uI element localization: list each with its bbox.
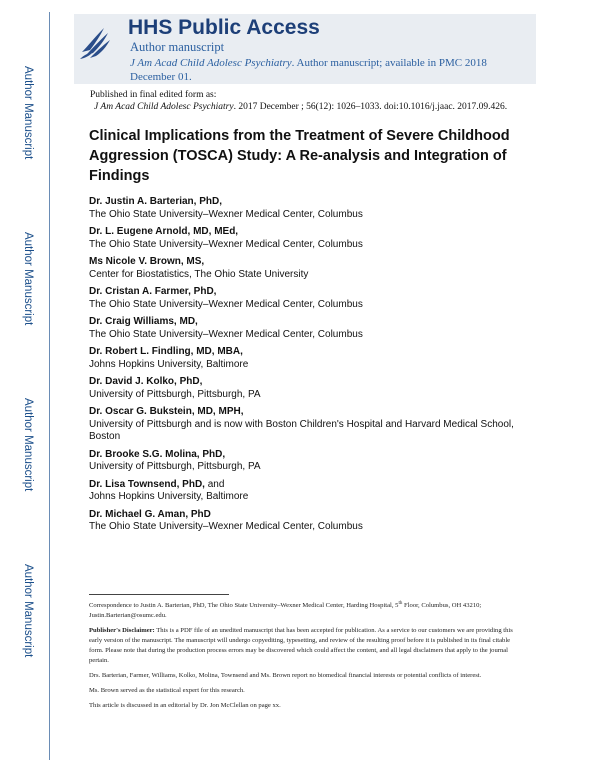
- article-title: Clinical Implications from the Treatment of Severe Childhood Aggression (TOSCA) Study: A Re-analysis and Integration of Findings: [89, 128, 510, 184]
- editorial-note: This article is discussed in an editorial by Dr. Jon McClellan on page xx.: [89, 702, 281, 710]
- journal-name: J Am Acad Child Adolesc Psychiatry: [130, 57, 292, 69]
- hhs-eagle-logo-icon: [78, 22, 114, 62]
- author-entry: [89, 316, 529, 341]
- author-affiliation: University of Pittsburgh and is now with Boston Children's Hospital and Harvard Medical School, Boston: [89, 418, 514, 442]
- author-affiliation: The Ohio State University–Wexner Medical Center, Columbus: [89, 238, 363, 250]
- author-affiliation: The Ohio State University–Wexner Medical Center, Columbus: [89, 298, 363, 310]
- author-name-line: [89, 479, 529, 492]
- correspondence-text-b: Floor, Columbus, OH 43210; Justin.Barterian@osumc.edu.: [89, 602, 482, 620]
- margin-label-4: Author Manuscript: [22, 564, 34, 658]
- publisher-disclaimer: [89, 626, 517, 666]
- disclaimer-label: Publisher's Disclaimer:: [89, 627, 155, 635]
- author-name: Dr. Robert L. Findling, MD, MBA,: [89, 346, 243, 357]
- author-affiliation: Center for Biostatistics, The Ohio State University: [89, 268, 309, 280]
- author-affiliation: The Ohio State University–Wexner Medical Center, Columbus: [89, 521, 363, 532]
- statistical-note: Ms. Brown served as the statistical expert for this research.: [89, 687, 245, 695]
- author-entry: [89, 376, 529, 401]
- author-name: Dr. Justin A. Barterian, PhD,: [89, 196, 222, 207]
- author-affiliation: The Ohio State University–Wexner Medical Center, Columbus: [89, 208, 363, 220]
- author-name-suffix: and: [204, 478, 225, 490]
- conflicts-note: Drs. Barterian, Farmer, Williams, Kolko, Molina, Townsend and Ms. Brown report no biomedical financial interests or potential conflicts of interest.: [89, 672, 482, 680]
- citation: [94, 101, 514, 113]
- author-affiliation: Johns Hopkins University, Baltimore: [89, 491, 249, 502]
- author-entry: [89, 286, 529, 311]
- author-name: Dr. Brooke S.G. Molina, PhD,: [89, 448, 226, 460]
- disclaimer-text: This is a PDF file of an unedited manuscript that has been accepted for publication. As a service to our customers we are providing this early version of the manuscript. The manuscript will undergo copyediting, typesetting, and review of the resulting proof before it is published in its final citable form. Please note that during the production process errors may be discovered which could affect the content, and all legal disclaimers that apply to the journal pertain.: [89, 627, 513, 665]
- correspondence-sup: th: [398, 601, 403, 606]
- author-name: Dr. L. Eugene Arnold, MD, MEd,: [89, 226, 239, 237]
- author-name: Dr. Lisa Townsend, PhD,: [89, 478, 205, 490]
- author-entry: [89, 196, 529, 221]
- availability-line: [130, 56, 534, 84]
- author-entry: [89, 509, 529, 534]
- author-entry: [89, 256, 529, 281]
- author-affiliation: University of Pittsburgh, Pittsburgh, PA: [89, 388, 261, 400]
- author-affiliation: Johns Hopkins University, Baltimore: [89, 358, 249, 370]
- author-name: Dr. Oscar G. Bukstein, MD, MPH,: [89, 406, 244, 417]
- margin-divider: [49, 12, 50, 760]
- author-entry: [89, 226, 529, 251]
- hhs-public-access-title: HHS Public Access: [128, 16, 320, 39]
- author-manuscript-label: Author manuscript: [130, 40, 225, 54]
- footnotes: [89, 599, 517, 716]
- author-entry: [89, 479, 529, 504]
- author-entry: [89, 406, 529, 444]
- published-label: Published in final edited form as:: [90, 90, 217, 100]
- author-name: Dr. Craig Williams, MD,: [89, 316, 198, 327]
- correspondence-text-a: Correspondence to Justin A. Barterian, PhD, The Ohio State University–Wexner Medical Center, Harding Hospital, 5: [89, 602, 399, 610]
- author-entry: [89, 346, 529, 371]
- author-entry: [89, 449, 529, 474]
- footnote-divider: [89, 594, 229, 595]
- author-name: Dr. Michael G. Aman, PhD: [89, 508, 211, 520]
- author-affiliation: University of Pittsburgh, Pittsburgh, PA: [89, 461, 261, 472]
- margin-label-1: Author Manuscript: [22, 66, 34, 160]
- citation-details: . 2017 December ; 56(12): 1026–1033. doi:10.1016/j.jaac. 2017.09.426.: [233, 102, 508, 112]
- margin-label-2: Author Manuscript: [22, 232, 34, 326]
- author-name: Dr. Cristan A. Farmer, PhD,: [89, 286, 217, 297]
- author-name: Dr. David J. Kolko, PhD,: [89, 376, 203, 387]
- citation-journal: J Am Acad Child Adolesc Psychiatry: [94, 102, 234, 112]
- author-list: [89, 196, 529, 539]
- author-affiliation: The Ohio State University–Wexner Medical Center, Columbus: [89, 328, 363, 340]
- correspondence-note: [89, 599, 517, 621]
- author-name: Ms Nicole V. Brown, MS,: [89, 256, 205, 267]
- margin-label-3: Author Manuscript: [22, 398, 34, 492]
- availability-text: . Author manuscript; available in PMC 2018 December 01.: [130, 57, 487, 83]
